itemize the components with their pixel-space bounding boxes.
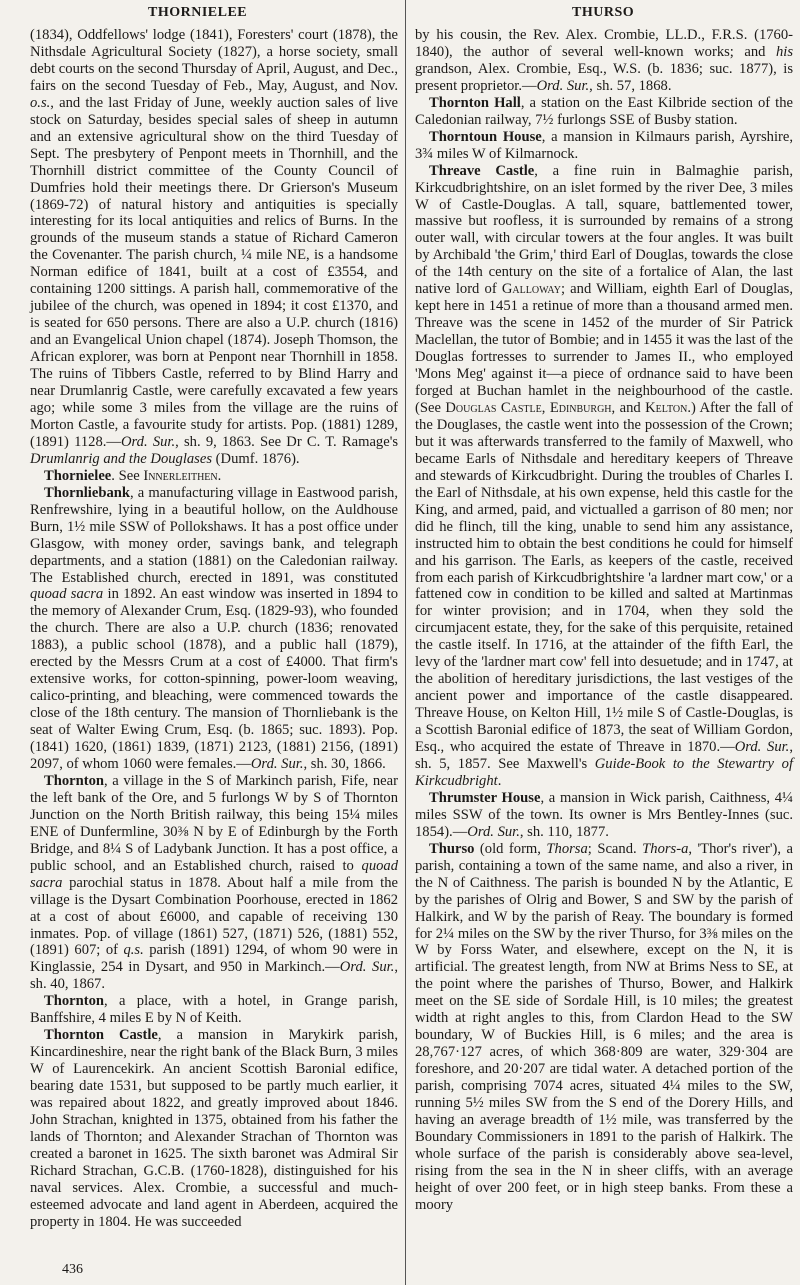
- entry-text: , a mansion in Kilmaurs parish, Ayrshire, 3¾ miles W of Kilmarnock.: [415, 128, 794, 162]
- entry-text: , a mansion in Wick parish, Caithness, 4¼ miles SSW of the town. Its owner is Mrs Bentley-Innes (suc. 1854).—: [415, 789, 793, 840]
- cross-reference: Galloway: [501, 281, 561, 298]
- gazetteer-entry: [415, 95, 793, 129]
- italic-text: Thors-a: [642, 840, 689, 857]
- left-column: [30, 27, 398, 1231]
- entry-headword: Thornliebank: [44, 484, 130, 501]
- italic-text: Drumlanrig and the Douglases: [30, 450, 213, 467]
- entry-headword: Thornton Castle: [44, 1027, 158, 1044]
- entry-text: , and the last Friday of June, weekly auction sales of live stock on Saturday, besides special sales of sheep in autumn and an extensive agricultural show on the third Tuesday of Sept. The presbytery of Penpont meets in Thornhill, and the Thornhill district committee of the County Council of Dumfries hold their meetings there. Dr Grierson's Museum (1869-72) of natural history and antiquities is specially interesting for its local antiquities and relics of Burns. In the grounds of the museum stands a statue of Richard Cameron the Covenanter. The parish church, ¼ mile NE, is a handsome Norman edifice of 1841, built at a cost of £3554, and containing 1200 sittings. A parish hall, commemorative of the jubilee of the church, was opened in 1894; it cost £1370, and is seated for 650 persons. There are also a U.P. church (1816) and an Evangelical Union chapel (1874). Joseph Thomson, the African explorer, was born at Penpont near Thornhill in 1858. The ruins of Tibbers Castle, referred to by Blind Harry and near Drumlanrig Castle, were carefully excavated a few years ago; while some 3 miles from the village are the ruins of Morton Castle, a favourite study for artists. Pop. (1881) 1289, (1891) 1128.—: [30, 94, 398, 450]
- gazetteer-entry: [30, 1027, 398, 1230]
- entry-headword: Thornton: [44, 993, 105, 1010]
- gazetteer-entry: [30, 468, 398, 485]
- entry-text: , sh. 40, 1867.: [30, 959, 398, 993]
- italic-text: quoad sacra: [30, 586, 104, 603]
- entry-headword: Threave Castle: [429, 162, 535, 179]
- entry-text: (1834), Oddfellows' lodge (1841), Foresters' court (1878), the Nithsdale Agricultural Society (1827), a horse society, small debt courts on the second Thursday of April, August, and Dec., fairs on the second Tuesday of Feb., May, August, and Nov.: [30, 27, 398, 94]
- entry-text: , and: [611, 399, 646, 416]
- italic-text: Guide-Book to the Stewartry of Kirkcudbright: [415, 755, 794, 789]
- italic-text: his: [775, 43, 793, 60]
- gazetteer-entry: [30, 485, 398, 773]
- entry-headword: Thrumster House: [429, 789, 541, 806]
- entry-text: parochial status in 1878. About half a mile from the village is the Dysart Combination Poorhouse, erected in 1862 at a cost of about £6000, and capable of receiving 130 inmates. Pop. of village (1861) 527, (1871) 526, (1881) 552, (1891) 607; of: [30, 874, 398, 959]
- italic-text: Ord. Sur.: [734, 739, 790, 756]
- entry-text: , a station on the East Kilbride section of the Caledonian railway, 7½ furlongs SSE of Busby station.: [415, 94, 793, 128]
- italic-text: o.s.: [30, 94, 51, 111]
- cross-reference: Kelton: [645, 399, 688, 416]
- right-column: [415, 27, 793, 1214]
- entry-text: , sh. 57, 1868.: [589, 77, 672, 94]
- cross-reference: Douglas Castle, Edinburgh: [445, 399, 612, 416]
- entry-text: , a manufacturing village in Eastwood parish, Renfrewshire, lying in a beautiful hollow, on the Auldhouse Burn, 1½ mile SSW of Pollokshaws. It has a post office under Glasgow, with money order, savings bank, and telegraph departments, and a station (1881) on the Caledonian railway. The Established church, erected in 1891, was constituted: [30, 484, 398, 586]
- gazetteer-entry: [30, 773, 398, 993]
- entry-text: , 'Thor's river'), a parish, containing a town of the same name, and also a river, in the N of Caithness. The parish is bounded N by the Atlantic, E by the parishes of Olrig and Bower, S and SW by the parish of Halkirk, and W by the parish of Reay. The boundary is formed for 2¼ miles on the SW by the river Thurso, for 3⅜ miles on the W by Forss Water, and elsewhere, except on the N, it is artificial. The greatest length, from NW at Brims Ness to SE, at the point where the parishes of Thurso, Bower, and Halkirk meet on the SE side of Sordale Hill, is 10 miles; the greatest width at right angles to this, from Clardon Head to the SW boundary, W of Buckies Hill, is 6 miles; and the area is 28,767·127 acres, of which 368·809 are water, 329·304 are foreshore, and 20·207 are tidal water. A detached portion of the parish, comprising 7074 acres, situated 4¼ miles to the SW, running 5½ miles SW from the S end of the Dorery Hills, and having an average breadth of 1½ mile, was transferred by the Boundary Commissioners in 1891 to the parish of Halkirk. The whole surface of the parish is considerably above sea-level, rising from the sea in the N in sheer cliffs, with an average height of over 200 feet, or in high steep banks. From these a moory: [415, 840, 793, 1213]
- entry-headword: Thornielee: [44, 467, 112, 484]
- entry-text: .) After the fall of the Douglases, the castle went into the possession of the Crown; but it was afterwards transferred to the family of Maxwell, who became Earls of Nithsdale and hereditary keepers of Threave and stewards of Kirkcudbright. During the troubles of Charles I. the Earl of Nithsdale, at his own expense, held this castle for the King, and armed, paid, and victualled a garrison of 80 men; nor did he flinch, till the king, unable to send him any assistance, instructed him to obtain the best conditions he could for himself and his garrison. The Earls, as keepers of the castle, received from each parish of Kirkcudbrightshire 'a lardner mart cow,' or a fattened cow in condition to be killed and salted at Martinmas for winter provision; and in 1704, when they sold the circumjacent estate, they, for the sake of this perquisite, retained the castle itself. In 1716, at the attainder of the fifth Earl, the levy of the 'lardner mart cow' fell into desuetude; and in 1747, at the abolition of hereditary jurisdictions, the last vestiges of the ancient power and importance of the castle disappeared. Threave House, on Kelton Hill, 1½ mile S of Castle-Douglas, is a Scottish Baronial edifice of 1873, the seat of William Gordon, Esq., who acquired the estate of Threave in 1870.—: [415, 399, 793, 756]
- entry-text: by his cousin, the Rev. Alex. Crombie, LL.D., F.R.S. (1760-1840), the author of several well-known works; and: [415, 27, 793, 60]
- column-divider: [405, 0, 406, 1285]
- entry-text: , sh. 5, 1857. See Maxwell's: [415, 739, 793, 772]
- entry-text: (old form,: [474, 840, 547, 857]
- entry-headword: Thornton: [44, 772, 105, 789]
- entry-text: .: [497, 772, 502, 789]
- italic-text: Ord. Sur.: [467, 823, 520, 840]
- continued-entry: [415, 27, 793, 95]
- italic-text: Ord. Sur.: [250, 755, 304, 772]
- gazetteer-entry: [415, 129, 793, 163]
- gazetteer-entry: [415, 790, 793, 841]
- entry-text: parish (1891) 1294, of whom 90 were in Kinglassie, 254 in Dysart, and 950 in Markinch.—: [30, 942, 398, 976]
- gazetteer-entry: [415, 163, 793, 790]
- entry-text: , a place, with a hotel, in Grange parish, Banffshire, 4 miles E by N of Keith.: [30, 993, 398, 1027]
- italic-text: q.s.: [123, 942, 144, 959]
- entry-text: ; Scand.: [587, 840, 643, 857]
- cross-reference: Innerleithen: [143, 467, 218, 484]
- entry-text: , a fine ruin in Balmaghie parish, Kirkcudbrightshire, on an islet formed by the river Dee, 3 miles W of Castle-Douglas. A tall, square, battlemented tower, massive but roofless, it is surrounded by remains of a strong outer wall, with circular towers at the four angles. It was built by Archibald 'the Grim,' third Earl of Douglas, towards the close of the 14th century on the site of a fortalice of Alan, the last native lord of: [415, 162, 793, 298]
- entry-text: in 1892. An east window was inserted in 1894 to the memory of Alexander Crum, Esq. (1829-93), who founded the church. There are also a U.P. church (1836; renovated 1883), a public school (1878), and a public hall (1879), erected by the Messrs Crum at a cost of £4000. That firm's extensive works, for cotton-spinning, power-loom weaving, calico-printing, and bleaching, were commenced towards the close of the 18th century. The mansion of Thornliebank is the seat of Walter Ewing Crum, Esq. (b. 1865; suc. 1893). Pop. (1841) 1620, (1861) 1839, (1871) 2123, (1881) 2156, (1891) 2097, of whom 1060 were females.—: [30, 586, 398, 772]
- entry-text: ; and William, eighth Earl of Douglas, kept here in 1451 a retinue of more than a thousand armed men. Threave was the scene in 1452 of the murder of Sir Patrick Maclellan, the tutor of Bombie; and in 1455 it was the last of the Douglas fortresses to surrender to James II., who employed 'Mons Meg' against it—a piece of ordnance said to have been forged at Buchan hamlet in the neighbourhood of the castle. (See: [415, 281, 793, 416]
- entry-headword: Thurso: [429, 840, 475, 857]
- entry-text: .: [217, 467, 222, 484]
- gazetteer-entry: [30, 993, 398, 1027]
- entry-text: , sh. 110, 1877.: [519, 823, 609, 840]
- entry-text: , a village in the S of Markinch parish, Fife, near the left bank of the Ore, and 5 furlongs W by S of Thornton Junction on the North British railway, this being 15¼ miles ENE of Dunfermline, 30⅜ N by E of Edinburgh by the Forth Bridge, and 8¼ S of Ladybank Junction. It has a post office, a public school, and an Established church, raised to: [30, 772, 398, 874]
- running-head-left: THORNIELEE: [148, 5, 248, 20]
- italic-text: Ord. Sur.: [339, 959, 395, 976]
- entry-text: , sh. 9, 1863. See Dr C. T. Ramage's: [175, 433, 398, 450]
- entry-headword: Thornton Hall: [429, 94, 521, 111]
- italic-text: quoad sacra: [30, 857, 398, 891]
- entry-text: , a mansion in Marykirk parish, Kincardineshire, near the right bank of the Black Burn, 3 miles W of Laurencekirk. An ancient Scottish Baronial edifice, bearing date 1531, but supposed to be partly much earlier, it was repaired about 1822, and greatly improved about 1846. John Strachan, knighted in 1375, obtained from his father the lands of Thornton; and Alexander Strachan of Thornton was created a baronet in 1625. The sixth baronet was Admiral Sir Richard Strachan, G.C.B. (1760-1828), distinguished for his naval services. Alex. Crombie, a successful and much-esteemed advocate and land agent in Aberdeen, acquired the property in 1804. He was succeeded: [30, 1027, 398, 1230]
- entry-text: (Dumf. 1876).: [212, 450, 300, 467]
- italic-text: Ord. Sur.: [536, 77, 590, 94]
- page-number: 436: [62, 1262, 83, 1277]
- entry-headword: Thorntoun House: [429, 128, 542, 145]
- entry-text: , sh. 30, 1866.: [303, 755, 386, 772]
- italic-text: Ord. Sur.: [121, 433, 176, 450]
- entry-text: . See: [111, 467, 144, 484]
- running-head-right: THURSO: [572, 5, 635, 20]
- italic-text: Thorsa: [546, 840, 588, 857]
- continued-entry: [30, 27, 398, 468]
- gazetteer-entry: [415, 841, 793, 1214]
- entry-text: grandson, Alex. Crombie, Esq., W.S. (b. 1836; suc. 1877), is present proprietor.—: [415, 60, 793, 94]
